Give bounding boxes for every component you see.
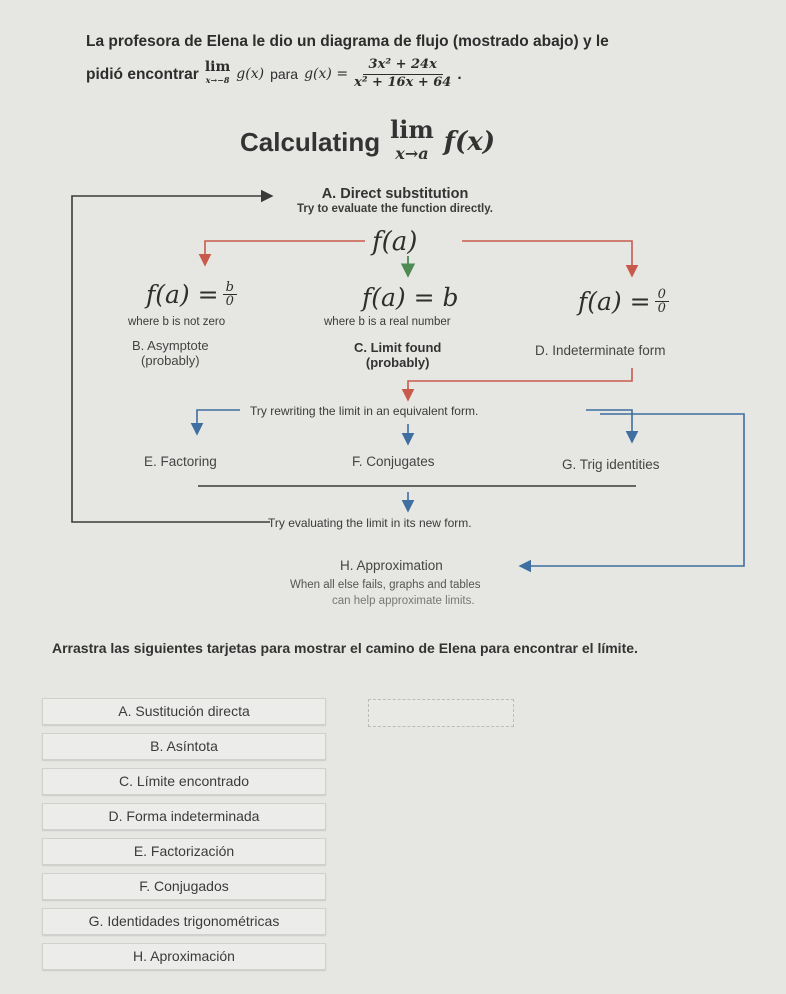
prompt-pre: pidió encontrar bbox=[86, 65, 199, 83]
case-b-expression bbox=[146, 280, 237, 309]
node-c-sub: (probably) bbox=[365, 355, 430, 370]
card-asymptote[interactable]: B. Asíntota bbox=[42, 733, 326, 760]
prompt-numerator: 3x² + 24x bbox=[363, 57, 443, 75]
rewrite-left-line bbox=[197, 410, 240, 434]
node-conjugates: F. Conjugates bbox=[352, 454, 435, 469]
case-d-den: 0 bbox=[657, 301, 666, 316]
flowchart-f-of-x: f(x) bbox=[443, 127, 496, 157]
case-d-expression bbox=[578, 287, 669, 316]
flowchart-lim-sub: x→a bbox=[395, 144, 429, 163]
node-a-subtitle: Try to evaluate the function directly. bbox=[297, 203, 493, 215]
node-indeterminate-form: D. Indeterminate form bbox=[535, 343, 666, 358]
case-d-expr: f(a) = bbox=[578, 287, 651, 316]
node-b-label: B. Asymptote bbox=[132, 338, 209, 353]
node-trig-identities: G. Trig identities bbox=[562, 457, 660, 472]
node-a-title: A. Direct substitution bbox=[321, 186, 469, 202]
prompt-para: para bbox=[270, 65, 299, 82]
case-b-fraction bbox=[223, 281, 237, 308]
prompt-lim-sub: x→−8 bbox=[205, 75, 230, 85]
case-d-fraction bbox=[655, 288, 669, 315]
prompt-g-eq: g(x) = bbox=[304, 65, 349, 82]
prompt-line-1: La profesora de Elena le dio un diagrama de flujo (mostrado abajo) y le bbox=[86, 33, 609, 50]
node-b-sub: (probably) bbox=[141, 353, 200, 368]
instructions: Arrastra las siguientes tarjetas para mostrar el camino de Elena para encontrar el límite. bbox=[52, 640, 638, 656]
card-indeterminate-form[interactable]: D. Forma indeterminada bbox=[42, 803, 326, 830]
node-factoring: E. Factoring bbox=[144, 454, 217, 469]
card-limit-found[interactable]: C. Límite encontrado bbox=[42, 768, 326, 795]
case-b-num: b bbox=[223, 281, 237, 295]
drop-zone[interactable] bbox=[368, 699, 514, 727]
approx-note-1: When all else fails, graphs and tables bbox=[290, 579, 481, 591]
rewrite-text: Try rewriting the limit in an equivalent form. bbox=[250, 404, 479, 418]
prompt-g-of-x: g(x) bbox=[236, 65, 265, 82]
prompt-lim-word: lim bbox=[204, 59, 231, 75]
case-b-note: where b is not zero bbox=[128, 316, 226, 328]
node-approximation: H. Approximation bbox=[340, 558, 443, 573]
node-asymptote bbox=[132, 338, 209, 368]
case-b-expr: f(a) = bbox=[146, 280, 219, 309]
branch-left-line bbox=[205, 241, 365, 265]
card-trig-identities[interactable]: G. Identidades trigonométricas bbox=[42, 908, 326, 935]
branch-right-line bbox=[462, 241, 632, 276]
flowchart-title-word: Calculating bbox=[240, 126, 381, 157]
card-direct-substitution[interactable]: A. Sustitución directa bbox=[42, 698, 326, 725]
card-approximation[interactable]: H. Aproximación bbox=[42, 943, 326, 970]
card-factoring[interactable]: E. Factorización bbox=[42, 838, 326, 865]
node-limit-found bbox=[354, 340, 441, 370]
approx-note-2: can help approximate limits. bbox=[332, 595, 475, 607]
card-conjugates[interactable]: F. Conjugados bbox=[42, 873, 326, 900]
prompt-period: . bbox=[457, 65, 462, 83]
prompt-denominator: x² + 16x + 64 bbox=[354, 75, 452, 90]
case-c-note: where b is a real number bbox=[324, 316, 451, 328]
case-b-den: 0 bbox=[225, 294, 234, 309]
d-to-rewrite-line bbox=[408, 368, 632, 400]
case-c-expression: f(a) = b bbox=[362, 283, 459, 312]
flowchart-lim-word: lim bbox=[390, 115, 434, 144]
case-d-num: 0 bbox=[655, 288, 669, 302]
f-of-a: f(a) bbox=[372, 227, 418, 257]
node-direct-substitution bbox=[240, 186, 550, 215]
node-c-label: C. Limit found bbox=[354, 340, 442, 355]
evaluate-text: Try evaluating the limit in its new form. bbox=[268, 516, 472, 530]
